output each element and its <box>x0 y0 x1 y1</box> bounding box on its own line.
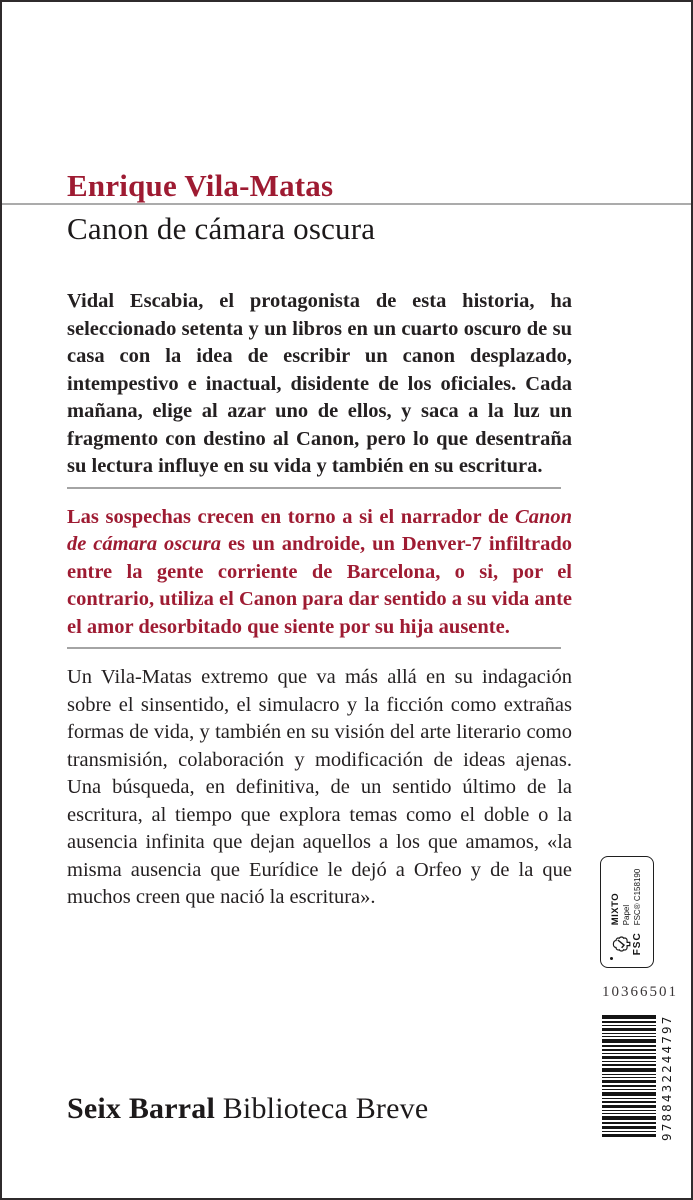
fsc-mixto-label: MIXTO <box>609 892 621 926</box>
barcode-number: 9788432244797 <box>659 1014 674 1141</box>
barcode-bars <box>602 1015 656 1139</box>
synopsis-divider-1 <box>67 487 561 489</box>
book-title: Canon de cámara oscura <box>67 211 376 246</box>
synopsis-paragraph-1: Vidal Escabia, el protagonista de esta historia, ha seleccionado setenta y un libros en un cuarto oscuro de su casa con la idea de escribir un canon desplazado, intempestivo e inactual, disidente de los oficiales. Cada mañana, elige al azar uno de ellos, y saca a la luz un fragmento con destino al Canon, pero lo que desentraña su lectura influye en su vida y también en su escritura. <box>67 290 572 477</box>
author-name: Enrique Vila-Matas <box>67 168 334 203</box>
cover-text-column <box>67 165 572 912</box>
synopsis-divider-2 <box>67 647 561 649</box>
publisher-logotype <box>67 1092 428 1126</box>
fsc-label-content <box>605 861 649 963</box>
synopsis-paragraph-2 <box>67 504 572 642</box>
fsc-papel-label: Papel <box>622 904 632 926</box>
fsc-tree-icon <box>612 932 643 955</box>
fsc-label <box>600 856 654 968</box>
fsc-code-label: FSC® C158190 <box>633 868 643 926</box>
paragraph-2-book-title-italic: Canon de cámara oscura <box>67 505 572 555</box>
paragraph-2-prefix: Las sospechas crecen en torno a si el narrador de <box>67 505 516 528</box>
paragraph-2-suffix: es un androide, un Denver-7 infiltrado entre la gente corriente de Barcelona, o si, por el contrario, utiliza el Canon para dar sentido a su vida ante el amor desorbitado que siente por su hija ausente. <box>67 533 572 638</box>
collection-name: Biblioteca Breve <box>222 1092 429 1125</box>
isbn-barcode <box>602 1014 674 1141</box>
fsc-certification-text <box>611 869 643 926</box>
fsc-word: FSC <box>631 932 643 956</box>
publisher-name: Seix Barral <box>67 1092 216 1125</box>
synopsis-paragraph-3: Un Vila-Matas extremo que va más allá en su indagación sobre el sinsentido, el simulacro y la ficción como extrañas formas de vida, y también en su visión del arte literario como transmisión, colaboración y modificación de ideas ajenas. Una búsqueda, en definitiva, de un sentido último de la escritura, al tiempo que explora temas como el doble o la ausencia infinita que dejan aquellos a los que amamos, «la misma ausencia que Eurídice le dejó a Orfeo y de la que muchos creen que nació la escritura». <box>67 666 572 908</box>
print-code: 10366501 <box>602 984 678 1000</box>
